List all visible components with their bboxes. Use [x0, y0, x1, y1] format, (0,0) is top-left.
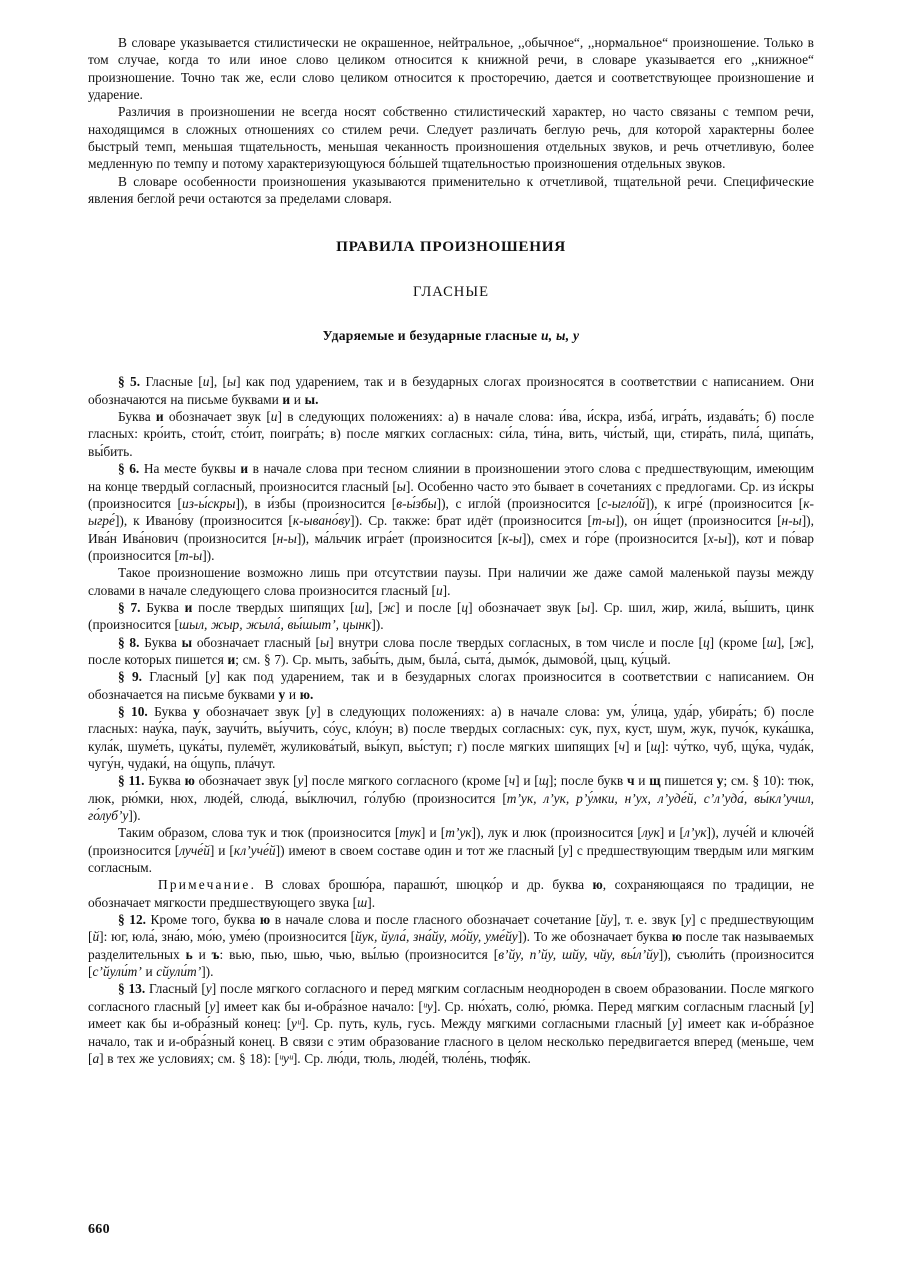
- text-run: Гласные [: [140, 374, 203, 390]
- section-marker: § 5.: [118, 374, 141, 390]
- section-paragraph: [88, 460, 814, 564]
- text-run: Буква: [147, 703, 194, 719]
- phonetic-run: сйули́тʼ: [156, 964, 202, 980]
- text-run: ]), к игре́ (произносится [: [645, 495, 804, 511]
- text-run: Такое произношение возможно лишь при отсутствии паузы. При наличии же даже самой маленькой паузы между словами в начале следующего слова произносится гласный [: [88, 565, 814, 598]
- section-title: ГЛАСНЫЕ: [413, 284, 489, 301]
- phonetic-run: лук: [641, 825, 660, 841]
- text-run: ]), смех и го́ре (произносится [: [522, 530, 708, 546]
- phonetic-run: ы: [396, 478, 406, 494]
- text-run: ] в следующих положениях: а) в начале слова: ум, у́лица, уда́р, убира́ть; б) после гласных: нау́ка, пау́к, заучи́ть, вы́учить, со́ус, кло́ун; в) после твердых согласных: сук, пух, куст, шум, жук, пучо́к, кука́шка, кула́к, шуме́ть, цука́ты, пулемёт, жуликова́тый, вы́куп, вы́ступ; г) после мягких шипящих [: [88, 703, 814, 754]
- phonetic-run: из-ы́скры: [182, 495, 236, 511]
- text-run: ]: чу́тко, чуб, щу́ка, чуда́к, чугу́н, чудаки́, на о́щупь, пла́чут.: [88, 738, 814, 771]
- text-run: ]).: [202, 547, 215, 563]
- phonetic-run: н-ы: [276, 530, 297, 546]
- phonetic-run: т-ы: [179, 547, 203, 563]
- phonetic-run: у: [803, 998, 810, 1014]
- phonetic-run: йук, йула́, зна́йу, мо́йу, уме́йу: [355, 929, 518, 945]
- text-run: , сохраняющаяся по традиции, не обозначает мягкости предшествующего звука [: [88, 877, 815, 910]
- text-run: ] имеет как и-о́бра́зное начало, так и и-обра́зный конец. В связи с этим образование гласного в целом несколько передвигается вперед (меньше, чем [: [88, 1016, 814, 1066]
- bold-run: и: [240, 461, 249, 477]
- phonetic-run: ш: [354, 599, 365, 615]
- phonetic-run: ш: [357, 894, 368, 910]
- text-run: ]), луче́й и ключе́й (произносится [: [88, 825, 815, 858]
- phonetic-run: н-ы: [781, 513, 802, 529]
- phonetic-run: тʼук, лʼук, рʼу́мки, нʼух, лʼуде́й, сʼлʼуда́, вы́клʼучил, го́лубʼу: [88, 790, 815, 824]
- phonetic-run: у: [671, 1016, 678, 1032]
- phonetic-run: у: [562, 842, 569, 858]
- bold-run: щ: [649, 773, 661, 789]
- bold-run: и: [184, 599, 193, 615]
- text-run: ]. Особенно часто это бывает в сочетаниях с предлогами. Ср. из и́скры (произносится [: [88, 478, 814, 511]
- phonetic-run: к-ыгре́: [88, 495, 814, 529]
- phonetic-run: луче́й: [179, 842, 210, 858]
- text-run: Гласный [: [145, 981, 206, 997]
- phonetic-run: ч: [508, 773, 516, 789]
- bold-run: ю: [671, 929, 682, 945]
- section-paragraph: [88, 980, 814, 1067]
- section-marker: § 13.: [118, 981, 146, 997]
- text-run: ] и [: [515, 773, 539, 789]
- bold-run: ю: [184, 773, 195, 789]
- text-run: ] в тех же условиях; см. § 18): [: [99, 1050, 280, 1066]
- text-run: Буква: [140, 599, 185, 615]
- intro-block: [88, 34, 814, 207]
- section-paragraph: [88, 876, 814, 911]
- section-marker: § 11.: [118, 773, 145, 789]
- text-run: В словах брошю́ра, парашю́т, шюцко́р и др. буква: [256, 877, 593, 893]
- phonetic-run: й: [92, 929, 100, 945]
- section-paragraph: [88, 703, 814, 772]
- text-run: ]. Ср. ню́хать, солю́, рю́мка. Перед мягким согласным гласный [: [432, 998, 804, 1014]
- text-run: Буква: [139, 634, 182, 650]
- text-run: ]) имеют в своем составе один и тот же гласный [: [275, 842, 563, 858]
- phonetic-run: щ: [650, 738, 661, 754]
- text-run: ] обозначает звук [: [468, 599, 582, 615]
- subsection-title-letters: и, ы, у: [540, 328, 580, 344]
- section-paragraph: [88, 668, 814, 703]
- text-run: ]. Ср. шил, жир, жила́, вы́шить, цинк (произносится [: [88, 599, 814, 633]
- section-marker: § 10.: [118, 703, 148, 719]
- phonetic-run: ч: [618, 738, 625, 754]
- text-run: ]), кот и по́вар (произносится [: [88, 530, 814, 563]
- phonetic-run: ц: [461, 599, 469, 615]
- text-run: после так называемых разделительных: [88, 929, 814, 962]
- text-run: ]), в и́збы (произносится [: [235, 495, 397, 511]
- text-run: На месте буквы: [139, 461, 241, 477]
- text-run: Таким образом, слова тук и тюк (произносится [: [118, 825, 400, 841]
- phonetic-run: шыл, жыр, жыла́, вы́шытʼ, цынк: [179, 617, 372, 633]
- phonetic-run: ᵘу: [422, 998, 433, 1014]
- text-run: ].: [367, 894, 376, 910]
- phonetic-run: тʼук: [445, 825, 472, 841]
- bold-run: ю: [592, 877, 603, 893]
- text-run: и: [141, 964, 157, 980]
- page-number: 660: [88, 1222, 110, 1237]
- text-run: ] в следующих положениях: а) в начале слова: и́ва, и́скра, изба́, игра́ть, издава́ть; б) после гласных: кро́ить, стои́т, сто́ит, поигра́ть; в) после мягких согласных: си́ла, ти́на, вить, чи́стый, щи, стира́ть, пила́, щипа́ть, вы́бить.: [88, 409, 815, 459]
- text-run: ], [: [209, 374, 228, 390]
- phonetic-run: ж: [382, 599, 396, 615]
- phonetic-run: уᵘ: [291, 1016, 301, 1032]
- bold-run: ю.: [299, 686, 314, 702]
- bold-run: ь: [185, 946, 193, 962]
- note-label: Примечание.: [158, 877, 257, 893]
- text-run: : вью, пью, шью, чью, вы́лью (произносится [: [219, 946, 499, 962]
- phonetic-run: йу: [600, 912, 613, 928]
- phonetic-run: у: [209, 998, 216, 1014]
- bold-run: ъ: [211, 946, 220, 962]
- section-marker: § 9.: [118, 669, 142, 685]
- text-run: Гласный [: [142, 669, 210, 685]
- phonetic-run: а: [92, 1050, 100, 1066]
- phonetic-run: ы: [320, 634, 330, 650]
- text-run: ], [: [776, 634, 794, 650]
- text-run: ]. Ср. лю́ди, тюль, люде́й, тюле́нь, тюфя́к.: [292, 1050, 531, 1066]
- text-run: ] как под ударением, так и в безударных слогах произносятся в соответствии с написанием. Они обозначаются на письме буквами: [88, 374, 814, 407]
- section-marker: § 12.: [118, 912, 146, 928]
- page-title: ПРАВИЛА ПРОИЗНОШЕНИЯ: [336, 238, 566, 256]
- text-run: ] с предшествующим твердым или мягким согласным.: [88, 842, 814, 876]
- phonetic-run: и: [202, 374, 210, 390]
- section-paragraph: [88, 772, 814, 824]
- bold-run: и: [155, 409, 164, 425]
- text-run: Кроме того, буква: [146, 912, 260, 928]
- text-run: ]), к Ивано́ву (произносится [: [114, 513, 293, 529]
- text-run: ]). То же обозначает буква: [517, 929, 672, 945]
- text-run: ] и [: [624, 738, 651, 754]
- text-run: и: [634, 773, 650, 789]
- text-run: ] и после [: [395, 599, 462, 615]
- intro-paragraph-3: В словаре особенности произношения указываются применительно к отчетливой, тщательной речи. Специфические явления беглой речи остаются за пределами словаря.: [88, 173, 814, 207]
- section-paragraph: [88, 408, 814, 460]
- text-run: ]), с игло́й (произносится [: [436, 495, 602, 511]
- text-run: ] внутри слова после твердых согласных, в том числе и после [: [329, 634, 703, 650]
- phonetic-run: ы: [581, 599, 591, 615]
- phonetic-run: с-ыгло́й: [601, 495, 646, 511]
- bold-run: ы.: [304, 391, 319, 407]
- text-run: ] после мягкого согласного и перед мягким согласным неоднороден в своем образовании. После мягкого согласного гласный [: [88, 981, 814, 1014]
- phonetic-run: х-ы: [707, 530, 728, 546]
- text-run: обозначает гласный [: [192, 634, 321, 650]
- section-paragraph: [88, 634, 814, 669]
- section-marker: § 6.: [118, 461, 140, 477]
- phonetic-run: щ: [538, 773, 549, 789]
- text-run: обозначает звук [: [199, 703, 311, 719]
- text-run: и: [285, 686, 300, 702]
- phonetic-run: и: [270, 409, 278, 425]
- text-run: ] и [: [420, 825, 446, 841]
- phonetic-run: сʼйули́тʼ: [92, 964, 142, 980]
- text-run: ; см. § 10): тюк, люк, рю́мки, нюх, люде́й, слюда́, вы́ключил, го́лубю (произносится [: [88, 773, 815, 806]
- phonetic-run: ᵘуᵘ: [279, 1050, 293, 1066]
- text-run: ], [: [364, 599, 383, 615]
- subsection-title: [88, 302, 814, 346]
- bold-run: у: [716, 773, 724, 789]
- intro-paragraph-1: В словаре указывается стилистически не окрашенное, нейтральное, ,,обычное“, ,,нормальное“ произношение. Только в том случае, когда то или иное слово целиком относится к книжной речи, в словаре указывается его ,,книжное“ произношение. Точно так же, если слово целиком относится к просторечию, дается и соответствующее произношение и ударение.: [88, 35, 814, 103]
- text-run: ], т. е. звук [: [612, 912, 686, 928]
- text-run: обозначает звук [: [194, 773, 298, 789]
- text-run: ] с предшествующим [: [88, 912, 814, 945]
- section-paragraph: [88, 373, 814, 408]
- phonetic-run: ш: [766, 634, 777, 650]
- text-run: Буква: [118, 409, 156, 425]
- bold-run: у: [193, 703, 200, 719]
- text-run: ] и [: [659, 825, 685, 841]
- bold-run: у: [278, 686, 286, 702]
- phonetic-run: у: [209, 669, 216, 685]
- text-run: ]: юг, юла́, зна́ю, мо́ю, уме́ю (произносится [: [99, 929, 356, 945]
- bold-run: ч: [626, 773, 635, 789]
- phonetic-run: у: [310, 703, 317, 719]
- text-run: ] имеет как бы и-обра́зный конец: [: [88, 998, 815, 1032]
- subsection-title-prefix: Ударяемые и безударные гласные: [322, 328, 538, 344]
- phonetic-run: ы: [227, 374, 237, 390]
- bold-run: ю: [259, 912, 271, 928]
- phonetic-run: в-ы́збы: [396, 495, 437, 511]
- bold-run: ы: [181, 634, 193, 650]
- text-run: ].: [442, 582, 451, 598]
- text-run: ] как под ударением, так и в безударных слогах произносится в соответствии с написанием. Он обозначается на письме буквами: [88, 669, 815, 702]
- text-run: ]), он и́щет (произносится [: [615, 513, 782, 529]
- text-run: и: [290, 391, 305, 407]
- text-run: Буква: [144, 773, 185, 789]
- text-run: ]), лук и люк (произносится [: [471, 825, 642, 841]
- text-run: ]).: [128, 808, 141, 824]
- text-run: пишется: [660, 773, 717, 789]
- text-run: и: [192, 946, 212, 962]
- text-run: ] (кроме [: [709, 634, 767, 650]
- phonetic-run: ц: [702, 634, 710, 650]
- text-run: ]. Ср. путь, куль, гусь. Между мягкими согласными гласный [: [300, 1016, 672, 1032]
- text-run: ]).: [371, 617, 384, 633]
- phonetic-run: к-ывано́ву: [292, 513, 351, 529]
- text-run: ] после мягкого согласного (кроме [: [303, 773, 509, 789]
- text-run: ]). Ср. также: брат идёт (произносится [: [350, 513, 593, 529]
- phonetic-run: у: [685, 912, 692, 928]
- phonetic-run: лʼук: [684, 825, 707, 841]
- text-run: ] и [: [209, 842, 234, 858]
- phonetic-run: у: [297, 773, 304, 789]
- headings-block: [88, 237, 814, 346]
- bold-run: и: [282, 391, 291, 407]
- phonetic-run: и: [435, 582, 443, 598]
- text-run: в начале слова и после гласного обозначает сочетание [: [270, 912, 601, 928]
- phonetic-run: к-ы: [502, 530, 522, 546]
- text-run: ]).: [201, 964, 214, 980]
- text-run: ]), Ива́н Ива́нович (произносится [: [88, 513, 814, 546]
- section-marker: § 8.: [118, 634, 140, 650]
- phonetic-run: т-ы: [592, 513, 616, 529]
- text-run: ], после которых пишется: [88, 634, 814, 667]
- text-run: ]; после букв: [548, 773, 627, 789]
- intro-paragraph-2: Различия в произношении не всегда носят собственно стилистический характер, но часто связаны с темпом речи, находящимся в сложных отношениях со стилем речи. Следует различать беглую речь, для которой характерны более быстрый темп, меньшая тщательность, меньшая чеканность произношения отдельных звуков, и речь отчетливую, более медленную по темпу и потому характеризующуюся бо́льшей тщательностью произношения отдельных звуков.: [88, 104, 814, 172]
- text-run: ] имеет как бы и-обра́зное начало: [: [215, 998, 423, 1014]
- section-paragraph: [88, 824, 814, 876]
- phonetic-run: клʼуче́й: [233, 842, 276, 858]
- text-run: обозначает звук [: [163, 409, 271, 425]
- bold-run: и: [227, 651, 236, 667]
- text-run: ]), ма́льчик игра́ет (произносится [: [296, 530, 503, 546]
- text-run: в начале слова при тесном слиянии в произношении этого слова с предшествующим, имеющим на конце твердый согласный, произносится гласный [: [88, 461, 814, 494]
- phonetic-run: у: [205, 981, 212, 997]
- text-run: после твердых шипящих [: [192, 599, 355, 615]
- section-paragraph: [88, 911, 814, 980]
- text-run: ; см. § 7). Ср. мыть, забы́ть, дым, была́, сыта́, дымо́к, дымово́й, цыц, ку́цый.: [235, 651, 671, 667]
- section-paragraph: [88, 564, 814, 599]
- sections-block: [88, 373, 814, 1067]
- phonetic-run: тук: [399, 825, 421, 841]
- text-run: ]), съюли́ть (произносится [: [88, 946, 814, 980]
- phonetic-run: вʼйу, пʼйу, шйу, чйу, вы́лʼйу: [498, 946, 659, 962]
- phonetic-run: ж: [793, 634, 807, 650]
- section-paragraph: [88, 599, 814, 634]
- page-content: [88, 34, 814, 1067]
- section-marker: § 7.: [118, 599, 141, 615]
